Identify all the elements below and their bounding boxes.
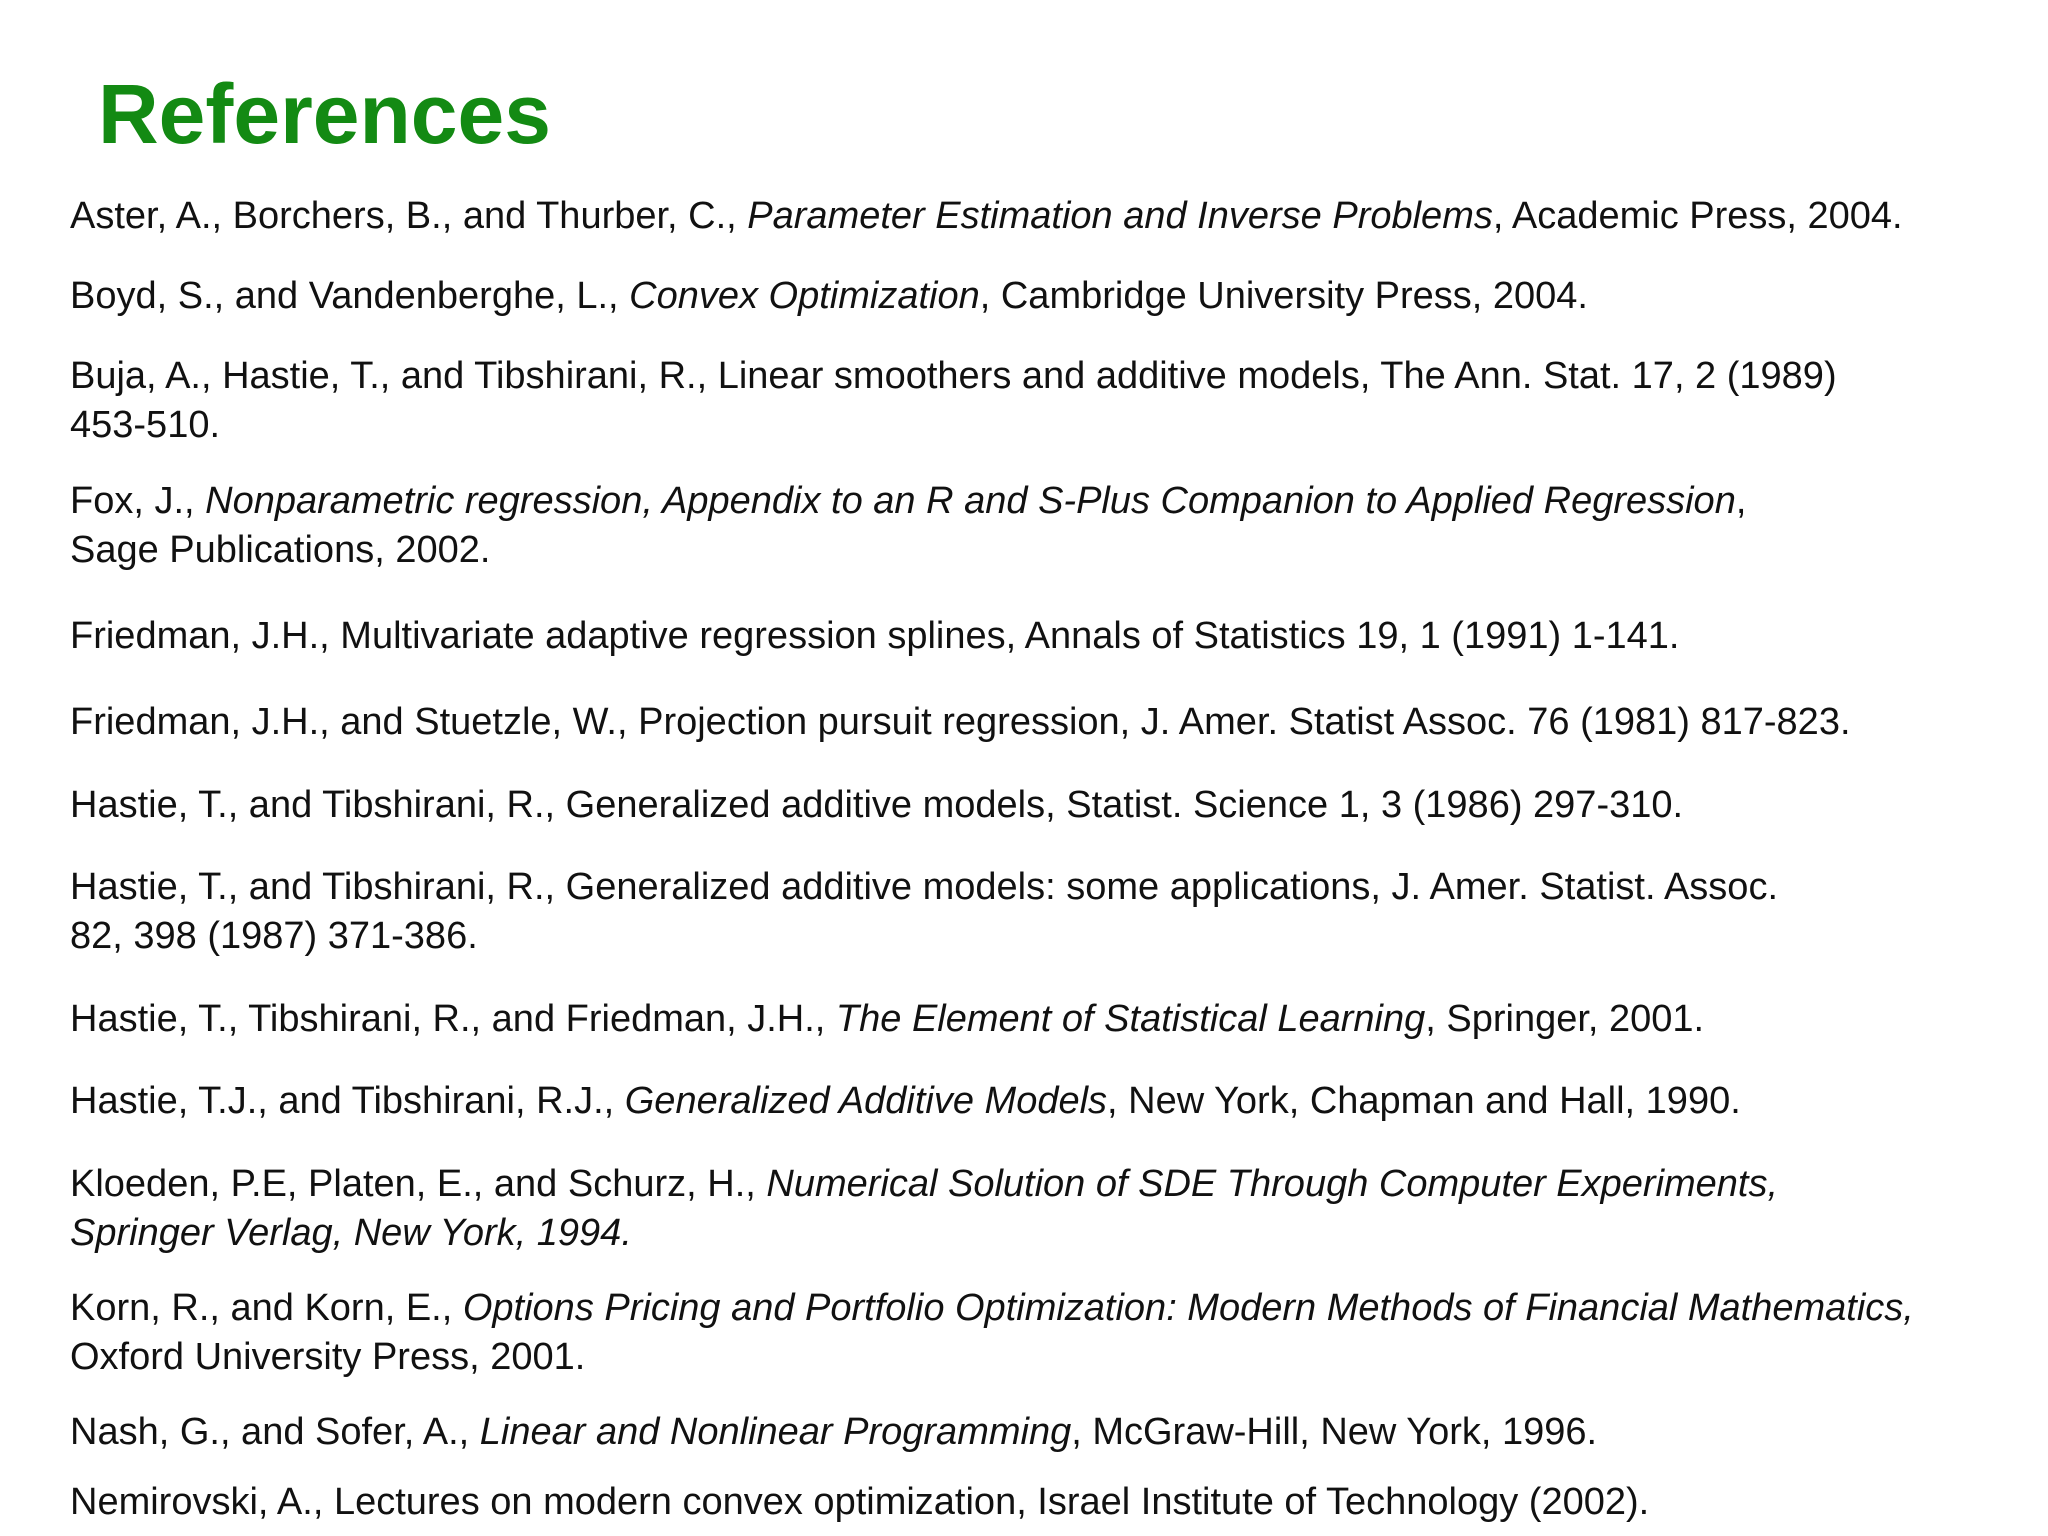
reference-title-italic: Generalized Additive Models: [624, 1080, 1108, 1122]
reference-text: Nemirovski, A., Lectures on modern convex optimization, Israel Institute of Technology (2002).: [70, 1481, 1650, 1523]
reference-text: Aster, A., Borchers, B., and Thurber, C.,: [70, 195, 748, 237]
reference-text: Nash, G., and Sofer, A.,: [70, 1411, 480, 1453]
reference-entry: [70, 781, 1683, 830]
reference-entry: [70, 863, 1778, 961]
reference-entry: [70, 272, 1588, 321]
reference-title-italic: Parameter Estimation and Inverse Problems: [747, 195, 1493, 237]
reference-entry: [70, 612, 1679, 661]
reference-title-italic: Nonparametric regression, Appendix to an R and S-Plus Companion to Applied Regression: [205, 480, 1736, 522]
reference-text: Hastie, T., and Tibshirani, R., Generalized additive models: some applications, J. Amer. Statist. Assoc.: [70, 866, 1778, 908]
reference-text-line2: 82, 398 (1987) 371-386.: [70, 915, 478, 957]
reference-text: Hastie, T., Tibshirani, R., and Friedman, J.H.,: [70, 998, 836, 1040]
reference-text: , Academic Press, 2004.: [1492, 195, 1903, 237]
reference-text: Friedman, J.H., and Stuetzle, W., Projection pursuit regression, J. Amer. Statist Assoc. 76 (1981) 817-823.: [70, 701, 1851, 743]
reference-title-italic: Options Pricing and Portfolio Optimization: Modern Methods of Financial Mathematics,: [462, 1287, 1914, 1329]
reference-title-italic: Convex Optimization: [629, 275, 980, 317]
reference-title-italic-line2: Springer Verlag, New York, 1994.: [70, 1212, 632, 1254]
reference-title-italic: Linear and Nonlinear Programming: [479, 1411, 1072, 1453]
reference-entry: [70, 192, 1903, 241]
reference-text: Fox, J.,: [70, 480, 206, 522]
reference-text: ,: [1735, 480, 1747, 522]
reference-text: , New York, Chapman and Hall, 1990.: [1107, 1080, 1741, 1122]
reference-entry: [70, 1408, 1597, 1457]
reference-text: Kloeden, P.E, Platen, E., and Schurz, H.,: [70, 1163, 767, 1205]
reference-entry: [70, 1478, 1649, 1527]
reference-text: Hastie, T.J., and Tibshirani, R.J.,: [70, 1080, 625, 1122]
reference-entry: [70, 698, 1851, 747]
reference-text: Korn, R., and Korn, E.,: [70, 1287, 463, 1329]
reference-text-line2: 453-510.: [70, 404, 221, 446]
reference-entry: [70, 1160, 1778, 1258]
page-title: References: [98, 67, 551, 161]
reference-text: Boyd, S., and Vandenberghe, L.,: [70, 275, 630, 317]
reference-title-italic: Numerical Solution of SDE Through Computer Experiments,: [766, 1163, 1779, 1205]
reference-entry: [70, 1077, 1741, 1126]
reference-entry: [70, 352, 1837, 450]
reference-text: , McGraw-Hill, New York, 1996.: [1071, 1411, 1598, 1453]
reference-text: , Cambridge University Press, 2004.: [979, 275, 1588, 317]
reference-text-line2: Oxford University Press, 2001.: [70, 1336, 586, 1378]
reference-entry: [70, 995, 1704, 1044]
reference-text-line2: Sage Publications, 2002.: [70, 529, 491, 571]
reference-text: , Springer, 2001.: [1425, 998, 1705, 1040]
reference-entry: [70, 477, 1746, 575]
reference-entry: [70, 1284, 1914, 1382]
reference-text: Buja, A., Hastie, T., and Tibshirani, R., Linear smoothers and additive models, The Ann. Stat. 17, 2 (1989): [70, 355, 1837, 397]
reference-title-italic: The Element of Statistical Learning: [835, 998, 1426, 1040]
reference-text: Hastie, T., and Tibshirani, R., Generalized additive models, Statist. Science 1, 3 (1986) 297-310.: [70, 784, 1684, 826]
reference-text: Friedman, J.H., Multivariate adaptive regression splines, Annals of Statistics 19, 1 (1991) 1-141.: [70, 615, 1680, 657]
